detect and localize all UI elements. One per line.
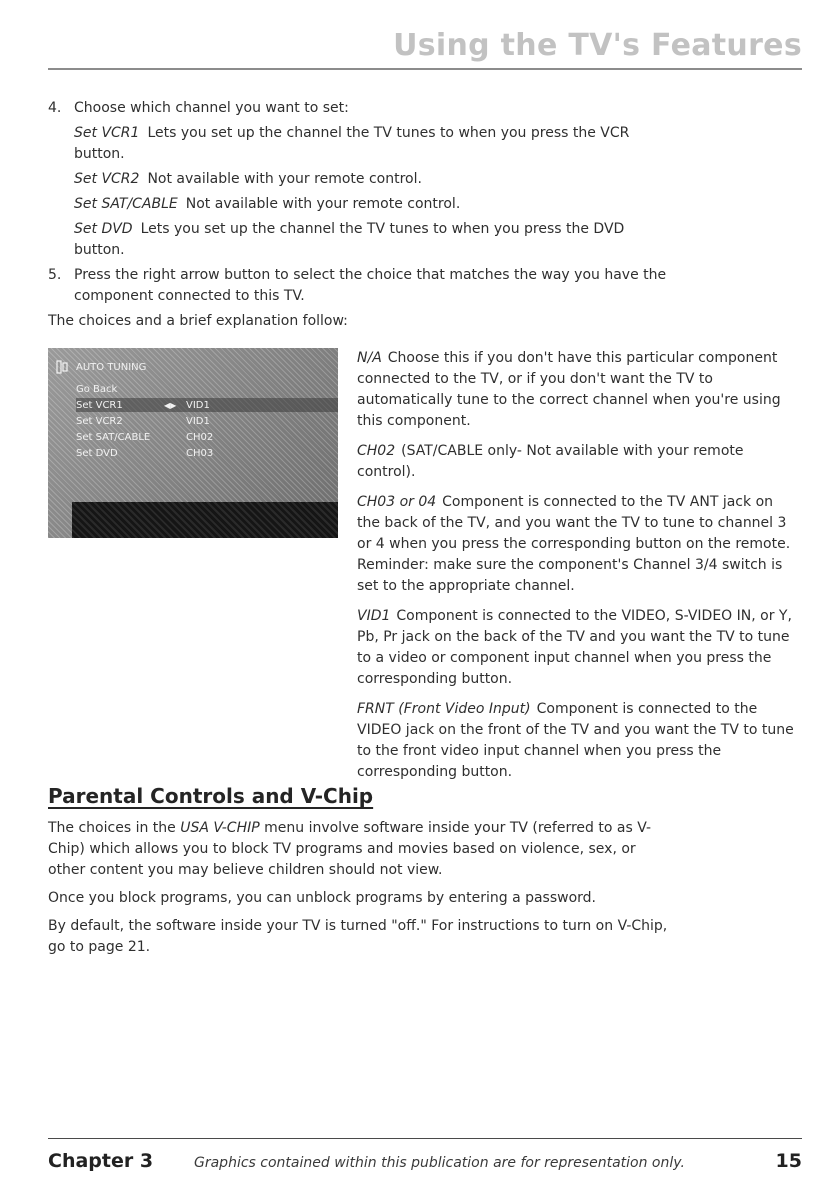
tv-menu-row-set-vcr2	[76, 414, 338, 428]
choice-vid1	[357, 606, 797, 690]
tv-menu-row-value: VID1	[186, 399, 210, 411]
option-term: Set VCR1	[74, 125, 140, 141]
tv-menu-info-bar	[72, 502, 338, 538]
step-number: 4.	[48, 100, 62, 116]
tuning-icon	[56, 360, 68, 374]
tv-menu-row-label: Set VCR1	[76, 399, 123, 411]
step-4	[48, 98, 678, 261]
steps-list	[48, 98, 678, 311]
option-term: Set DVD	[74, 221, 133, 237]
choice-term: N/A	[357, 350, 382, 366]
footer-divider	[48, 1138, 802, 1139]
header-divider	[48, 68, 802, 70]
option-set-vcr2	[74, 169, 678, 190]
tv-menu-row-set-dvd	[76, 446, 338, 460]
tv-menu-row-value: CH02	[186, 431, 214, 443]
choices-list	[357, 348, 797, 792]
option-term: Set SAT/CABLE	[74, 196, 178, 212]
tv-menu-row-value: CH03	[186, 447, 214, 459]
step-text: Press the right arrow button to select the choice that matches the way you have the component connected to this TV.	[74, 267, 667, 304]
tv-menu-row-set-vcr1	[76, 398, 338, 412]
tv-menu-title: AUTO TUNING	[76, 361, 147, 373]
option-term: Set VCR2	[74, 171, 140, 187]
tv-menu-header	[56, 360, 146, 374]
option-desc: Not available with your remote control.	[147, 171, 422, 187]
choice-term: VID1	[357, 608, 391, 624]
section-paragraph: The choices in the USA V-CHIP menu involve software inside your TV (referred to as V-Chip) which allows you to block TV programs and movies based on violence, sex, or other content you may believe children should not view.	[48, 820, 652, 878]
option-desc: Not available with your remote control.	[185, 196, 461, 212]
tv-menu-row-label: Set VCR2	[76, 415, 123, 427]
choice-desc: (SAT/CABLE only- Not available with your remote control).	[357, 443, 744, 480]
footer-chapter: Chapter 3	[48, 1150, 154, 1172]
option-desc: Lets you set up the channel the TV tunes to when you press the VCR button.	[74, 125, 630, 162]
option-set-dvd	[74, 219, 678, 261]
footer-note: Graphics contained within this publication are for representation only.	[194, 1155, 685, 1171]
left-right-arrows-icon: ◀▶	[164, 400, 177, 410]
section-heading: Parental Controls and V-Chip	[48, 784, 374, 808]
option-set-sat-cable	[74, 194, 678, 215]
choice-na	[357, 348, 797, 432]
tv-menu-row-label: Set DVD	[76, 447, 118, 459]
step-number: 5.	[48, 267, 62, 283]
section-paragraph: By default, the software inside your TV is turned "off." For instructions to turn on V-Chip, go to page 21.	[48, 918, 668, 955]
section-paragraph: Once you block programs, you can unblock programs by entering a password.	[48, 890, 597, 906]
step-text: Choose which channel you want to set:	[74, 100, 349, 116]
choice-term: CH03 or 04	[357, 494, 437, 510]
tv-menu-row-label: Go Back	[76, 383, 118, 395]
tv-menu-row-go-back	[76, 382, 338, 396]
step-5	[48, 265, 678, 307]
choice-term: FRNT (Front Video Input)	[357, 701, 531, 717]
tv-menu-row-set-sat-cable	[76, 430, 338, 444]
section-body	[48, 818, 668, 965]
choice-desc: Choose this if you don't have this particular component connected to the TV, or if you don't want the TV to automatically tune to the correct channel when you're using this component.	[357, 350, 781, 429]
choices-intro: The choices and a brief explanation follow:	[48, 313, 348, 329]
page-number: 15	[775, 1150, 802, 1172]
choice-ch03-04	[357, 492, 797, 597]
step-body	[74, 98, 678, 261]
tv-menu-row-value: VID1	[186, 415, 210, 427]
choice-desc: Component is connected to the VIDEO jack on the front of the TV and you want the TV to tune to the front video input channel when you press the corresponding button.	[357, 701, 794, 780]
tv-menu-row-label: Set SAT/CABLE	[76, 431, 151, 443]
choice-term: CH02	[357, 443, 396, 459]
choice-ch02	[357, 441, 797, 483]
option-desc: Lets you set up the channel the TV tunes to when you press the DVD button.	[74, 221, 625, 258]
page-header-title: Using the TV's Features	[393, 28, 802, 63]
option-set-vcr1	[74, 123, 678, 165]
choice-desc: Component is connected to the TV ANT jack on the back of the TV, and you want the TV to tune to channel 3 or 4 when you press the corresponding button on the remote. Reminder: make sure the component's Channel 3/4 switch is set to the appropriate channel.	[357, 494, 791, 594]
choice-frnt	[357, 699, 797, 783]
menu-name: USA V-CHIP	[180, 820, 260, 836]
tv-menu-screenshot	[48, 348, 338, 538]
choice-desc: Component is connected to the VIDEO, S-VIDEO IN, or Y, Pb, Pr jack on the back of the TV and you want the TV to tune to a video or component input channel when you press the corresponding button.	[357, 608, 792, 687]
